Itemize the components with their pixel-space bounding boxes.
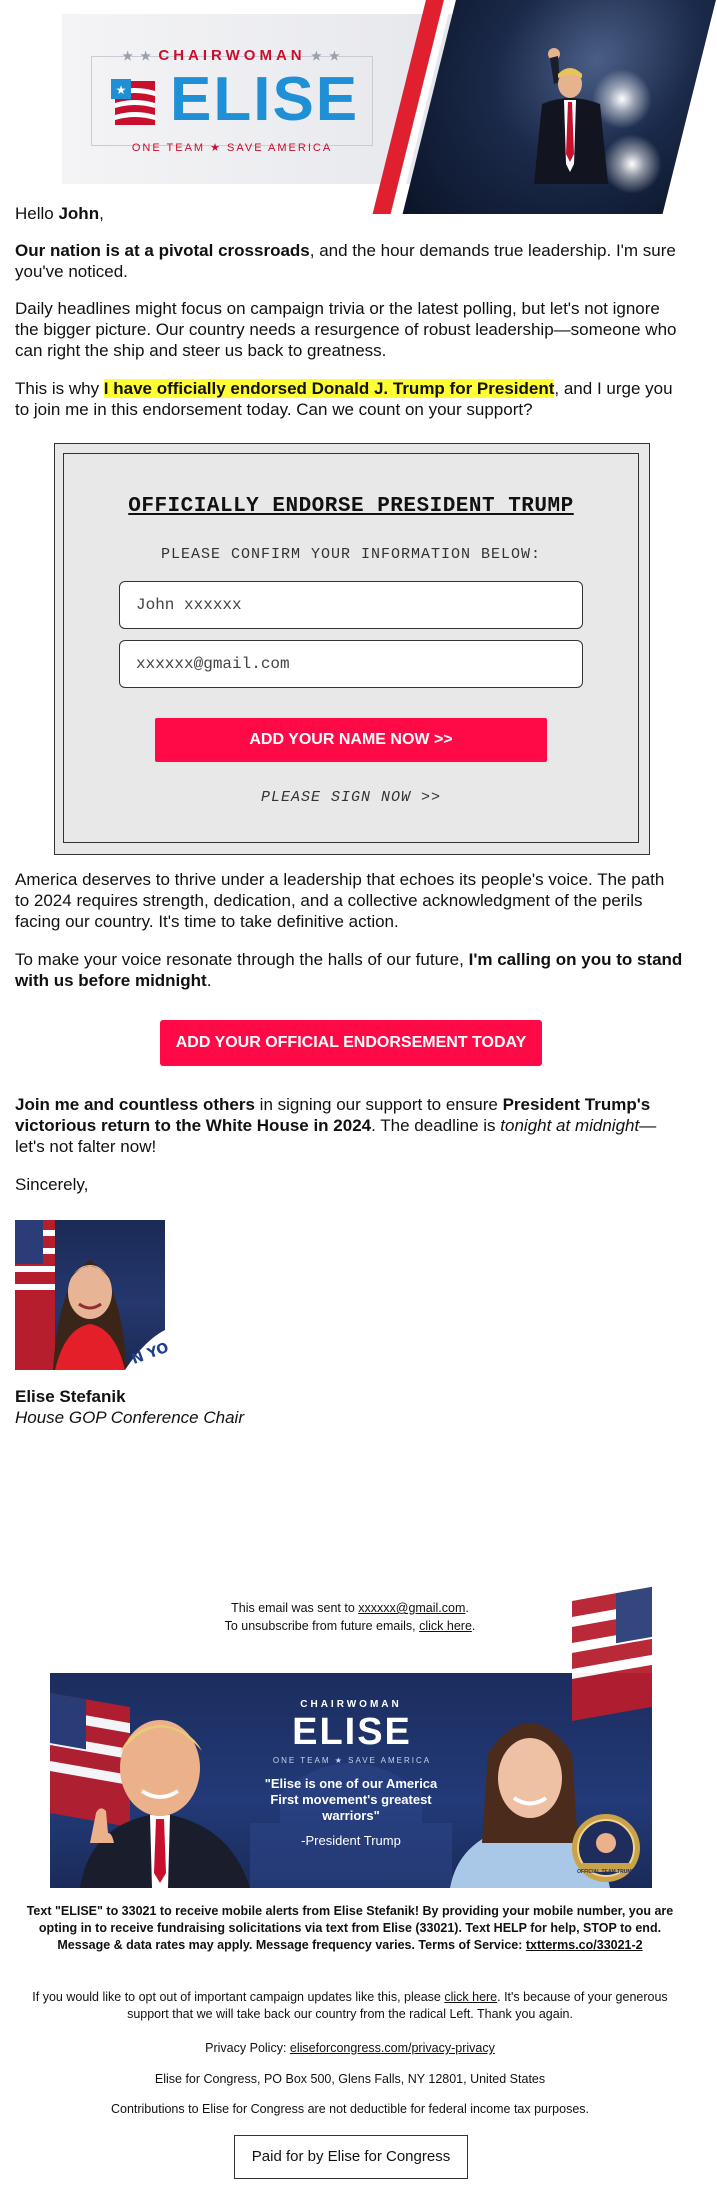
please-sign-link[interactable]: PLEASE SIGN NOW >> (260, 789, 442, 806)
flag-icon (107, 77, 159, 129)
form-subtitle: PLEASE CONFIRM YOUR INFORMATION BELOW: (160, 546, 542, 563)
highlighted-endorsement: I have officially endorsed Donald J. Trump for President (103, 379, 555, 398)
sent-to-line: This email was sent to xxxxxx@gmail.com. (231, 1601, 469, 1615)
logo-tagline: ONE TEAM ★ SAVE AMERICA (131, 142, 333, 154)
portrait-illustration (15, 1220, 171, 1370)
banner-quote: "Elise is one of our America First movement's greatest warriors" (264, 1776, 438, 1823)
paragraph-join-me: Join me and countless others in signing our support to ensure President Trump's victorious return to the White House in 2024. The deadline is tonight at midnight—let's not falter now! (15, 1095, 657, 1156)
unsubscribe-link[interactable]: click here (419, 1619, 472, 1633)
paragraph-midnight: To make your voice resonate through the halls of our future, I'm calling on you to stand with us before midnight. (15, 950, 683, 990)
optout-line: If you would like to opt out of important campaign updates like this, please click here. It's because of your generous support that we will take back our country from the radical Left. Thank you again. (32, 1990, 668, 2021)
email-field[interactable]: xxxxxx@gmail.com (119, 640, 583, 688)
form-title: OFFICIALLY ENDORSE PRESIDENT TRUMP (128, 495, 574, 518)
privacy-line: Privacy Policy: eliseforcongress.com/privacy-privacy (205, 2041, 495, 2055)
mailing-address: Elise for Congress, PO Box 500, Glens Falls, NY 12801, United States (154, 2072, 546, 2086)
paragraph-america-deserves: America deserves to thrive under a leadership that echoes its people's voice. The path to 2024 requires strength, dedication, and a collective acknowledgment of the perils facing our country. It's time to take definitive action. (15, 870, 665, 931)
banner-tagline: ONE TEAM ★ SAVE AMERICA (272, 1756, 432, 1765)
sms-disclosure: Text "ELISE" to 33021 to receive mobile alerts from Elise Stefanik! By providing your mobile number, you are opting in to receive fundraising solicitations via text from Elise (33021). Text HELP for help, STOP to end. Message & data rates may apply. Message frequency varies. Terms of Service: txtterms.co/33021-2 (26, 1904, 674, 1952)
logo-chairwoman-text: CHAIRWOMAN (158, 47, 306, 64)
speaker-photo (524, 44, 612, 184)
header-banner (62, 14, 644, 184)
optout-link[interactable]: click here (444, 1990, 498, 2004)
privacy-link[interactable]: eliseforcongress.com/privacy-privacy (289, 2041, 495, 2055)
footer-banner (50, 1673, 652, 1888)
banner-brand-text: ELISE (292, 1711, 412, 1753)
signer-photo (15, 1220, 171, 1370)
name-field[interactable]: John xxxxxx (119, 581, 583, 629)
recipient-email-link[interactable]: xxxxxx@gmail.com (358, 1601, 466, 1615)
signer-name: Elise Stefanik (15, 1387, 126, 1406)
recipient-name: John (58, 204, 100, 223)
elise-logo: ★ ★ CHAIRWOMAN ★ ★ ★ ELISE ONE TEAM ★ SAVE AMERICA (91, 56, 373, 146)
paragraph-headlines: Daily headlines might focus on campaign trivia or the latest polling, but let's not ignore the bigger picture. Our country needs a resurgence of robust leadership—someone who can right the ship and steer us back to greatness. (15, 299, 677, 360)
paid-for-box: Paid for by Elise for Congress (234, 2135, 468, 2179)
add-your-name-button[interactable]: ADD YOUR NAME NOW >> (155, 718, 547, 762)
team-trump-seal: OFFICIAL TEAM TRUMP (577, 1869, 635, 1875)
paragraph-crossroads: Our nation is at a pivotal crossroads, and the hour demands true leadership. I'm sure you've noticed. (15, 241, 676, 281)
signer-title: House GOP Conference Chair (15, 1408, 244, 1427)
paragraph-endorsement: This is why I have officially endorsed Donald J. Trump for President, and I urge you to join me in this endorsement today. Can we count on your support? (15, 379, 673, 419)
sms-terms-link[interactable]: txtterms.co/33021-2 (525, 1938, 643, 1952)
svg-text:★: ★ (115, 83, 127, 97)
add-endorsement-button[interactable]: ADD YOUR OFFICIAL ENDORSEMENT TODAY (160, 1020, 542, 1066)
closing: Sincerely, (15, 1175, 89, 1194)
contributions-disclaimer: Contributions to Elise for Congress are not deductible for federal income tax purposes. (110, 2102, 590, 2116)
svg-text:N YO: N YO (129, 1339, 171, 1368)
greeting: Hello John, (15, 204, 104, 223)
logo-brand-text: ELISE (170, 65, 360, 134)
unsubscribe-line: To unsubscribe from future emails, click here. (224, 1619, 476, 1633)
banner-chairwoman-text: CHAIRWOMAN (300, 1699, 402, 1710)
banner-attribution: -President Trump (301, 1833, 401, 1848)
